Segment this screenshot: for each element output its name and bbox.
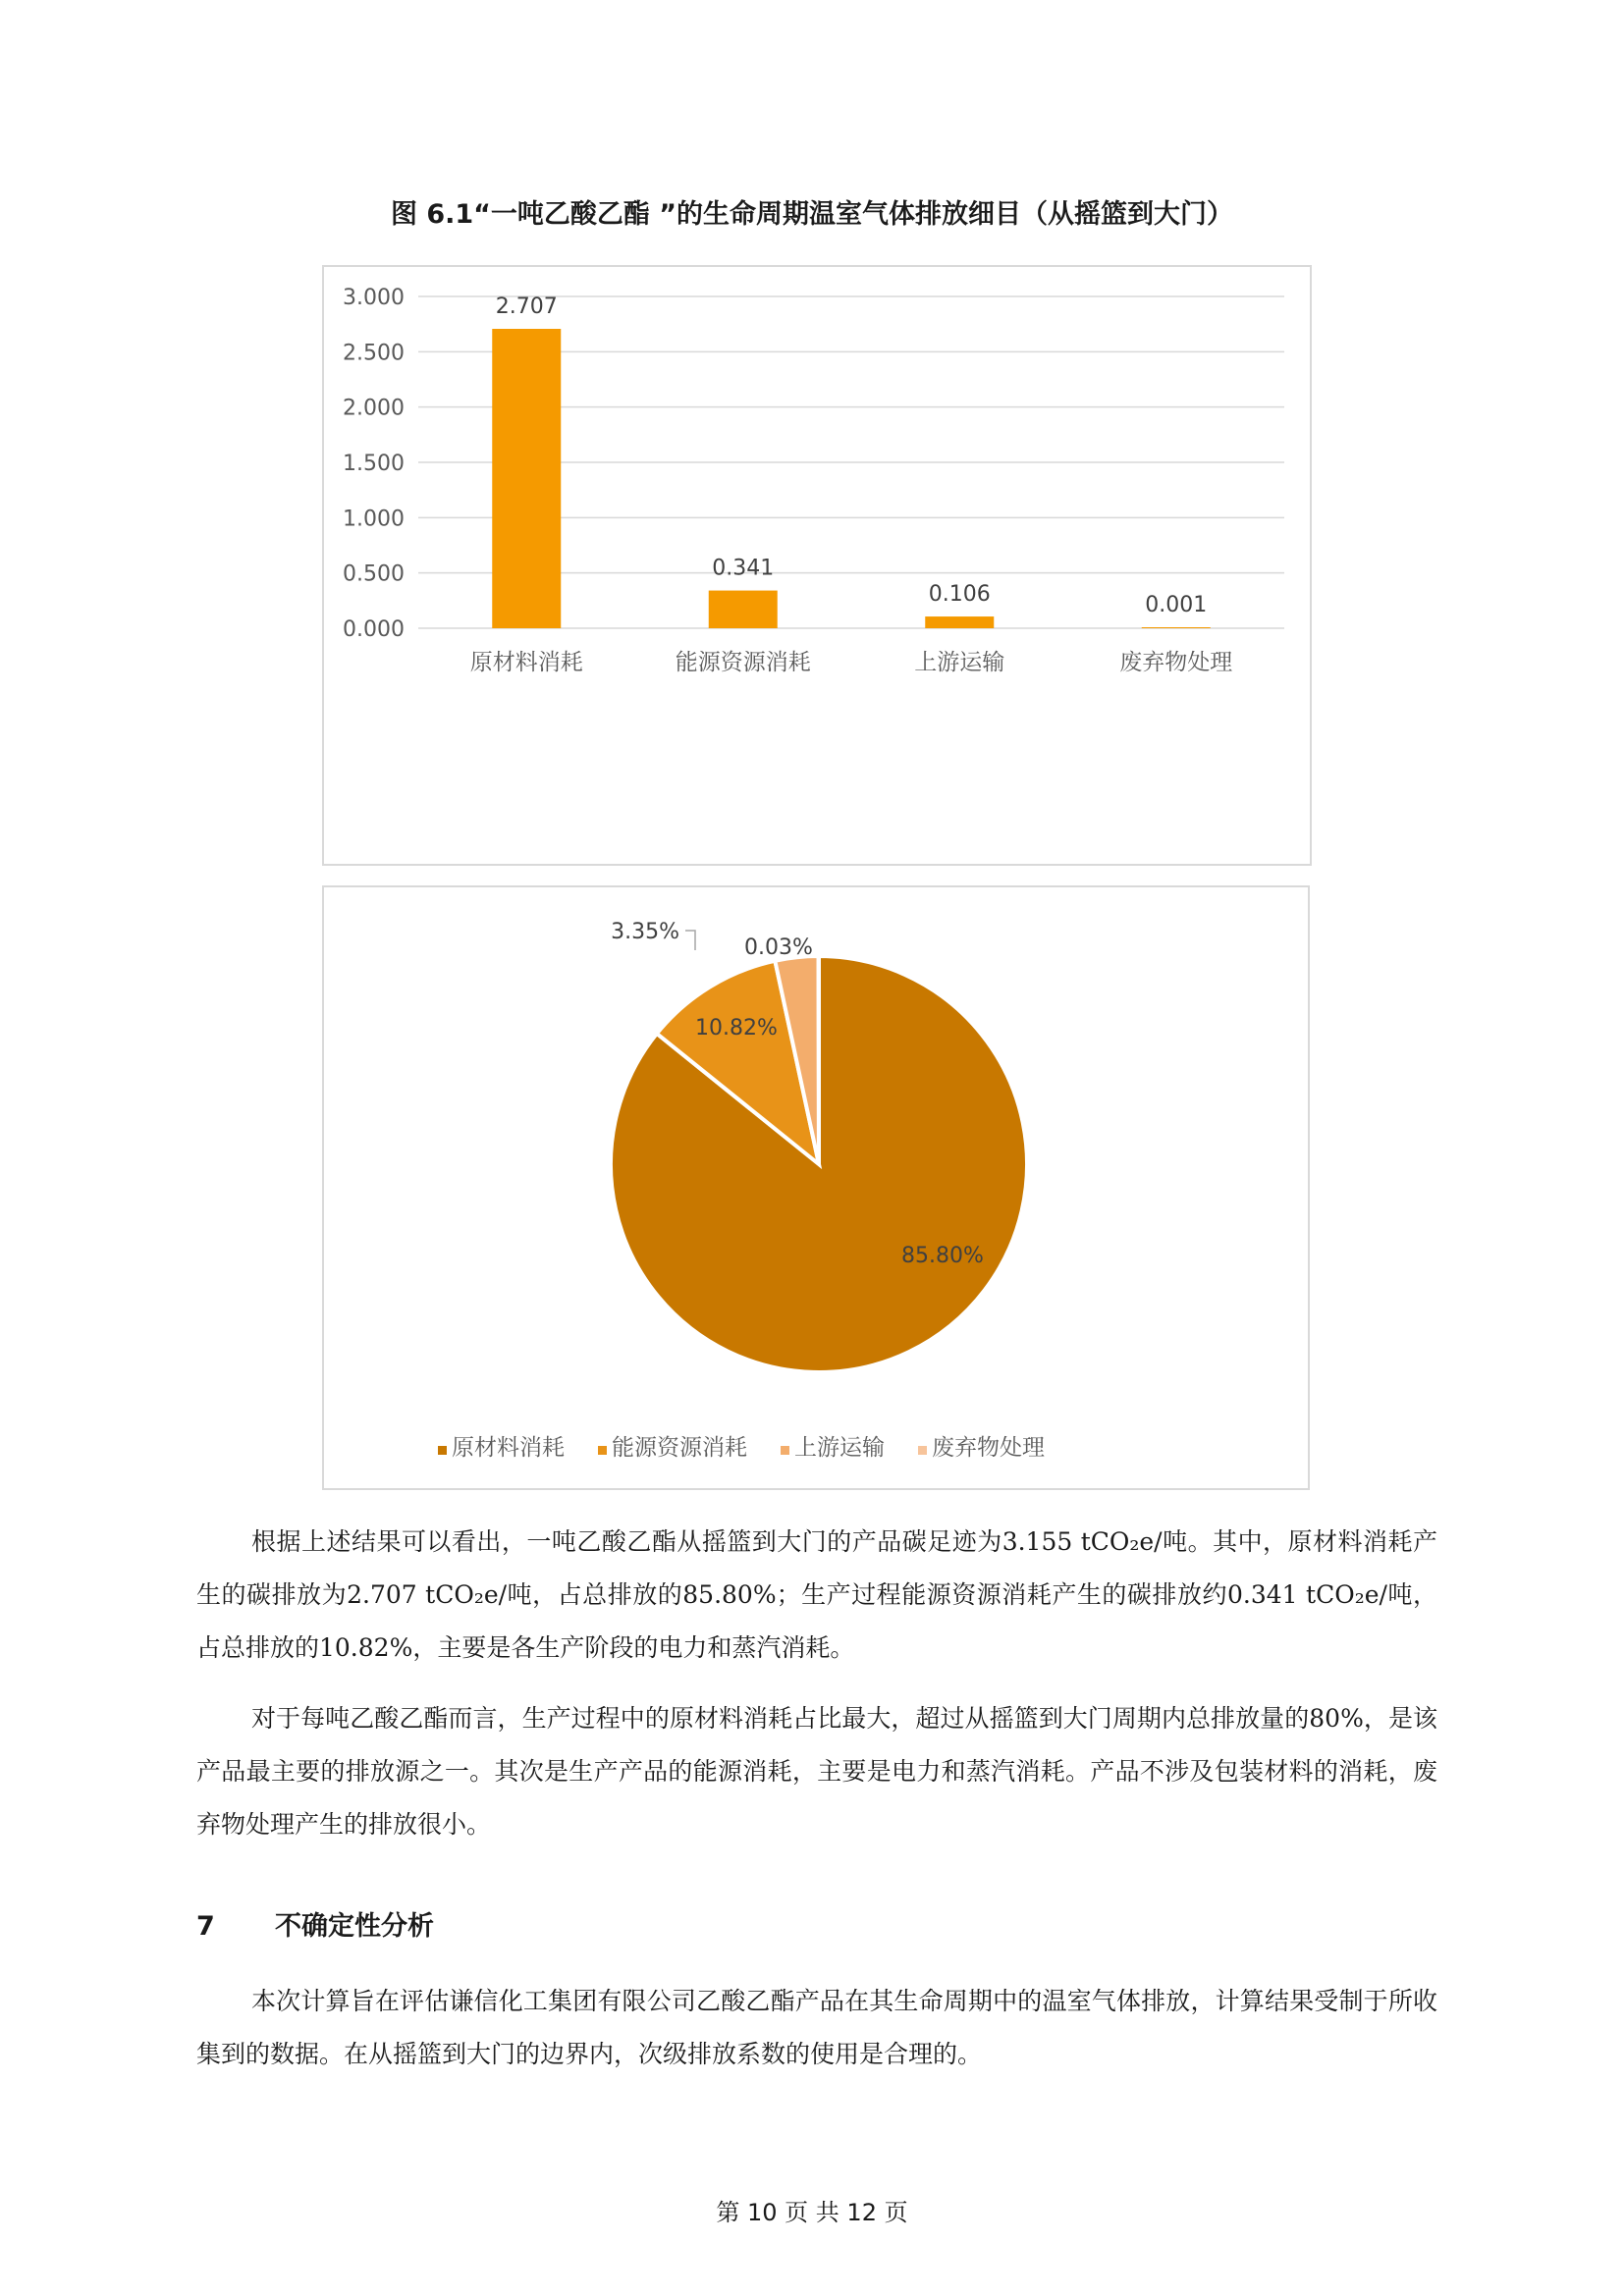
- page-footer: 第 10 页 共 12 页: [716, 2199, 908, 2226]
- bar-y-tick-label: 1.500: [343, 452, 405, 476]
- pie-data-label: 0.03%: [744, 935, 813, 960]
- bar: [492, 329, 561, 628]
- pie-legend-label: 能源资源消耗: [612, 1435, 747, 1461]
- pie-legend-swatch: [918, 1446, 927, 1455]
- bar-value-label: 0.001: [1145, 593, 1208, 617]
- bar-chart: [322, 265, 1312, 866]
- bar-y-tick-label: 2.000: [343, 396, 405, 421]
- section-number: 7: [196, 1911, 215, 1942]
- pie-data-label: 10.82%: [695, 1016, 778, 1041]
- bar-category-label: 原材料消耗: [469, 650, 583, 675]
- bar-category-label: 能源资源消耗: [675, 650, 811, 675]
- pie-data-label: 85.80%: [901, 1244, 984, 1268]
- bar-y-tick-label: 3.000: [343, 286, 405, 310]
- bar: [925, 616, 994, 628]
- bar-value-label: 0.106: [928, 582, 991, 608]
- bar: [709, 591, 778, 628]
- pie-legend-swatch: [438, 1446, 447, 1455]
- pie-legend-swatch: [598, 1446, 607, 1455]
- paragraph-uncertainty: 本次计算旨在评估谦信化工集团有限公司乙酸乙酯产品在其生命周期中的温室气体排放，计算结果受制于所收集到的数据。在从摇篮到大门的边界内，次级排放系数的使用是合理的。: [196, 1987, 1437, 2068]
- pie-legend-label: 废弃物处理: [932, 1435, 1045, 1461]
- pie-leader-line: [685, 931, 695, 950]
- pie-data-label: 3.35%: [611, 920, 679, 944]
- bar-value-label: 2.707: [495, 294, 558, 320]
- bar-chart-svg: [324, 267, 1310, 864]
- pie-legend-label: 上游运输: [794, 1435, 885, 1461]
- section-title: 不确定性分析: [275, 1911, 434, 1942]
- bar: [1142, 627, 1211, 628]
- bar-y-tick-label: 1.000: [343, 507, 405, 532]
- pie-chart: [322, 885, 1310, 1490]
- section-heading: [196, 1904, 434, 1943]
- bar-category-label: 废弃物处理: [1119, 650, 1233, 675]
- paragraph-results: 根据上述结果可以看出，一吨乙酸乙酯从摇篮到大门的产品碳足迹为3.155 tCO₂e/吨。其中，原材料消耗产生的碳排放为2.707 tCO₂e/吨，占总排放的85.80%；生产过程能源资源消耗产生的碳排放约0.341 tCO₂e/吨，占总排放的10.82%，主要是各生产阶段的电力和蒸汽消耗。: [196, 1527, 1437, 1662]
- pie-legend-label: 原材料消耗: [452, 1435, 565, 1461]
- bar-y-tick-label: 2.500: [343, 341, 405, 366]
- pie-legend-swatch: [781, 1446, 789, 1455]
- paragraph-analysis: 对于每吨乙酸乙酯而言，生产过程中的原材料消耗占比最大，超过从摇篮到大门周期内总排放量的80%，是该产品最主要的排放源之一。其次是生产产品的能源消耗，主要是电力和蒸汽消耗。产品不涉及包装材料的消耗，废弃物处理产生的排放很小。: [196, 1704, 1437, 1839]
- bar-y-tick-label: 0.000: [343, 617, 405, 642]
- bar-category-label: 上游运输: [914, 650, 1005, 675]
- bar-value-label: 0.341: [712, 556, 775, 581]
- figure-title: 图 6.1“一吨乙酸乙酯 ”的生命周期温室气体排放细目（从摇篮到大门）: [390, 199, 1234, 230]
- bar-y-tick-label: 0.500: [343, 561, 405, 587]
- pie-chart-svg: [324, 887, 1308, 1488]
